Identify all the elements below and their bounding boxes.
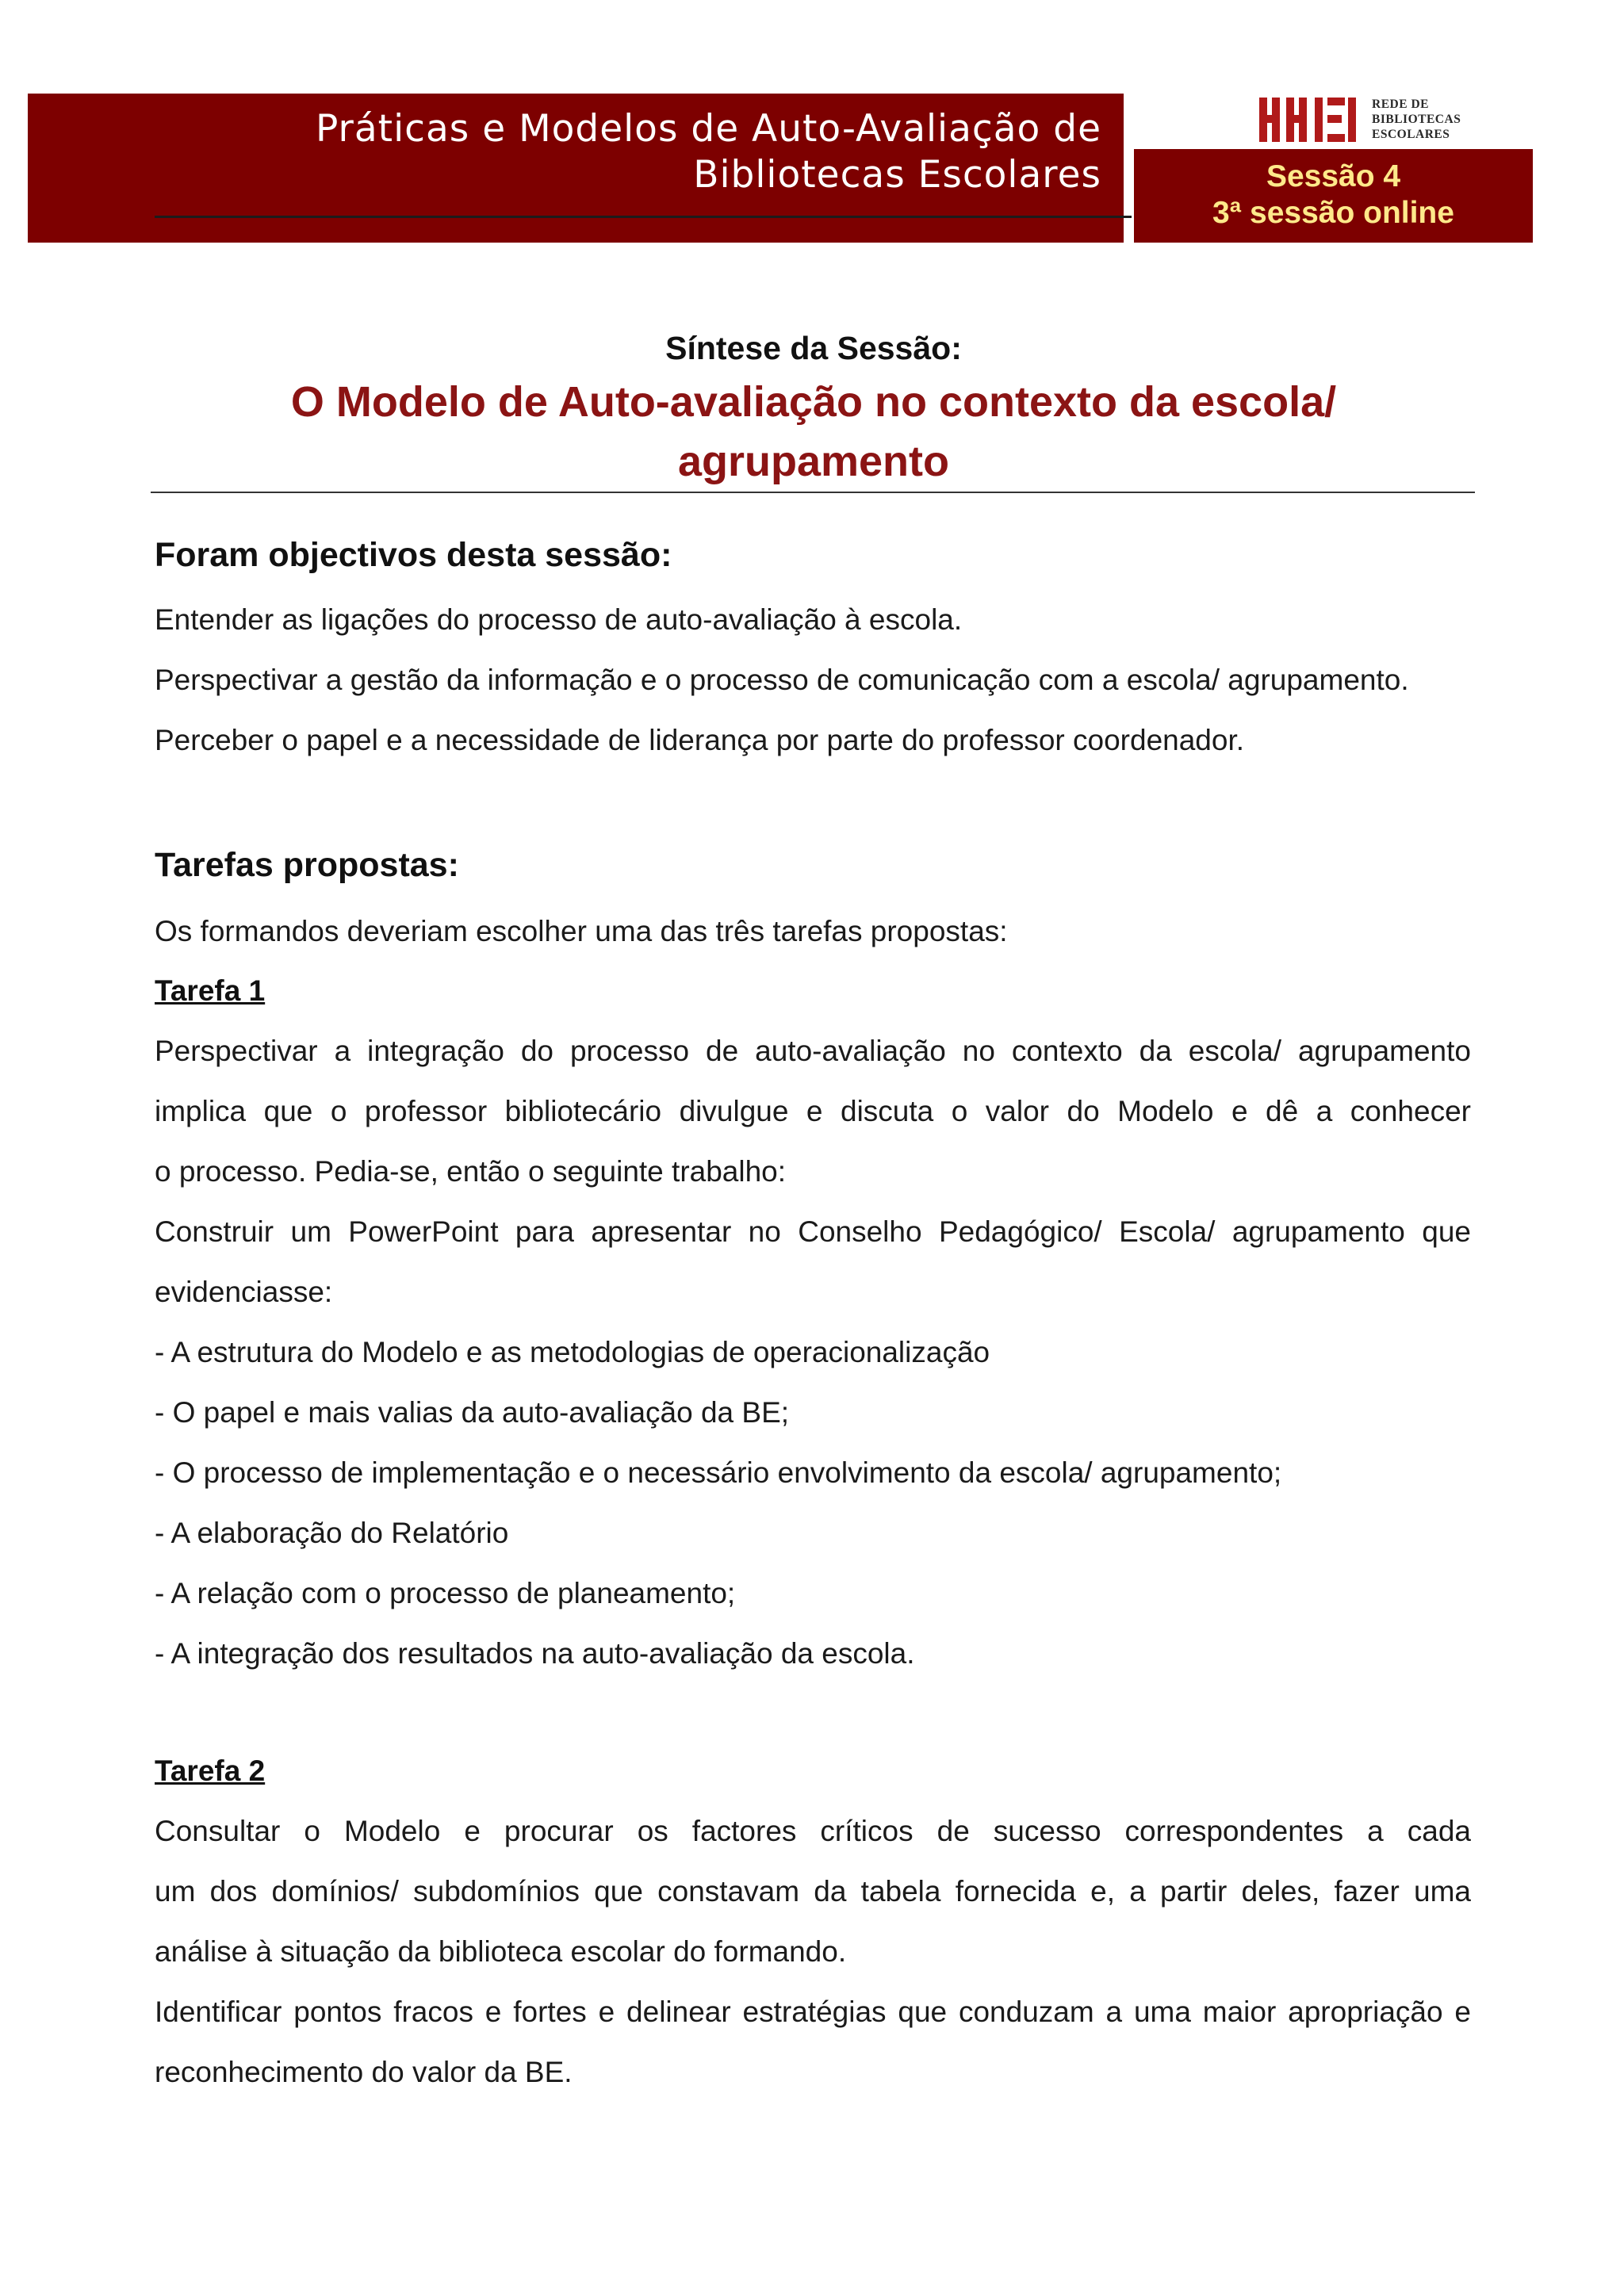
task1-bullet: - O processo de implementação e o necessário envolvimento da escola/ agrupamento;: [155, 1456, 1282, 1489]
header-divider: [155, 216, 1132, 218]
task1-text-line: Perspectivar a integração do processo de auto-avaliação no contexto da escola/ agrupamento: [155, 1035, 1471, 1067]
task1-bullet: - A relação com o processo de planeamento;: [155, 1577, 736, 1609]
objective-item: Entender as ligações do processo de auto-avaliação à escola.: [155, 603, 963, 636]
task1-text-line: implica que o professor bibliotecário divulgue e discuta o valor do Modelo e dê a conhecer: [155, 1095, 1471, 1127]
summary-kicker: Síntese da Sessão:: [665, 330, 962, 366]
page-title-line2: agrupamento: [677, 438, 950, 485]
tasks-heading: Tarefas propostas:: [155, 846, 459, 884]
task1-bullet: - A elaboração do Relatório: [155, 1517, 509, 1549]
rbe-logo-icon: [1259, 94, 1364, 144]
objective-item: Perceber o papel e a necessidade de liderança por parte do professor coordenador.: [155, 724, 1245, 756]
course-title-line1: Práticas e Modelos de Auto-Avaliação de: [316, 107, 1101, 151]
session-number: Sessão 4: [1266, 159, 1401, 193]
page-title-line1: O Modelo de Auto-avaliação no contexto da escola/: [290, 378, 1337, 426]
session-subtitle: 3ª sessão online: [1212, 196, 1454, 230]
task2-text-line: Consultar o Modelo e procurar os factores críticos de sucesso correspondentes a cada: [155, 1815, 1471, 1847]
tasks-intro: Os formandos deveriam escolher uma das três tarefas propostas:: [155, 915, 1008, 947]
session-badge: [1134, 149, 1533, 243]
title-divider: [151, 492, 1475, 493]
task1-bullet: - O papel e mais valias da auto-avaliação da BE;: [155, 1396, 790, 1429]
logo-line: ESCOLARES: [1372, 127, 1450, 141]
logo-wordmark: [1372, 97, 1461, 142]
task1-label: Tarefa 1: [155, 974, 266, 1007]
task1-text-line: o processo. Pedia-se, então o seguinte trabalho:: [155, 1155, 787, 1188]
task2-text-line: análise à situação da biblioteca escolar do formando.: [155, 1935, 847, 1968]
objective-item: Perspectivar a gestão da informação e o processo de comunicação com a escola/ agrupamento.: [155, 664, 1409, 696]
course-title: [316, 106, 1101, 198]
task2-text-line: Identificar pontos fracos e fortes e delinear estratégias que conduzam a uma maior apropriação e: [155, 1996, 1471, 2028]
task2-text-line: um dos domínios/ subdomínios que constavam da tabela fornecida e, a partir deles, fazer uma: [155, 1875, 1471, 1908]
logo-line: BIBLIOTECAS: [1372, 112, 1461, 126]
task1-text-line: Construir um PowerPoint para apresentar no Conselho Pedagógico/ Escola/ agrupamento que: [155, 1215, 1471, 1248]
header-band: [28, 94, 1124, 243]
rbe-logo: [1259, 94, 1473, 144]
course-title-line2: Bibliotecas Escolares: [693, 153, 1101, 197]
task1-text-line: evidenciasse:: [155, 1276, 333, 1308]
objectives-heading: Foram objectivos desta sessão:: [155, 536, 672, 574]
logo-line: REDE DE: [1372, 97, 1429, 111]
task2-text-line: reconhecimento do valor da BE.: [155, 2056, 573, 2088]
task2-label: Tarefa 2: [155, 1755, 266, 1787]
page-title: [155, 373, 1473, 492]
task1-bullet: - A integração dos resultados na auto-avaliação da escola.: [155, 1637, 915, 1670]
task1-bullet: - A estrutura do Modelo e as metodologias de operacionalização: [155, 1336, 990, 1368]
